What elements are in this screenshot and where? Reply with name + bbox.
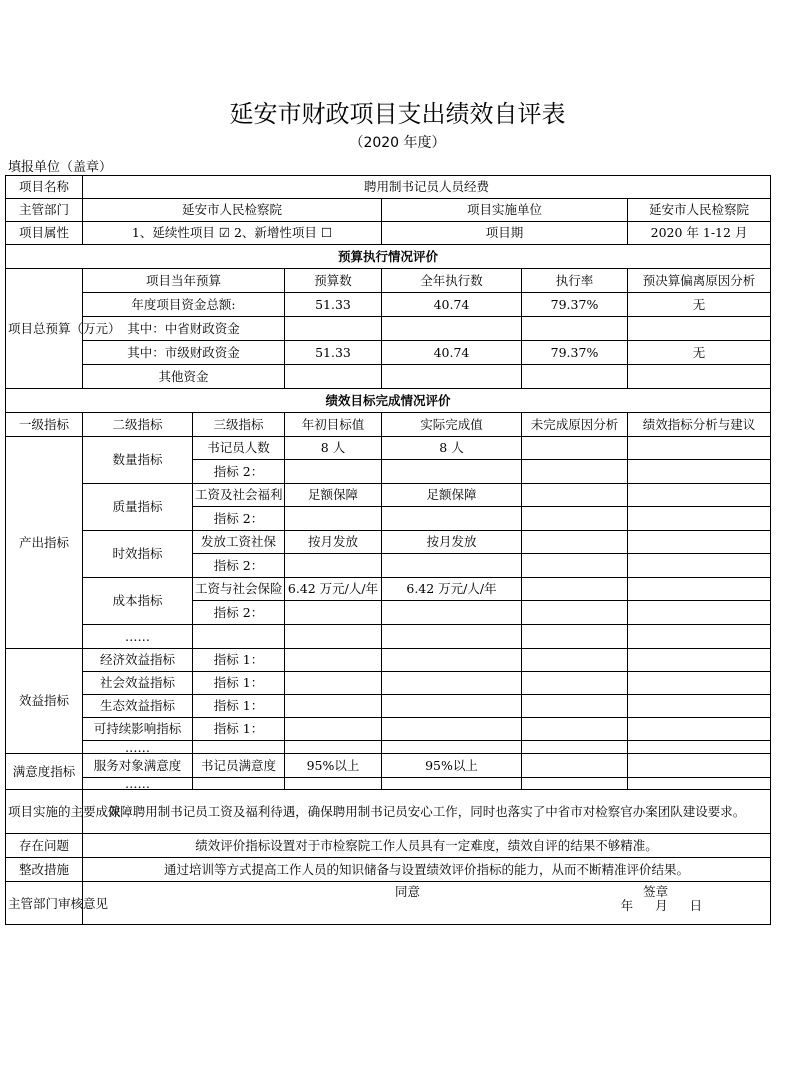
reason-cell <box>522 554 628 578</box>
budget-header-rate: 执行率 <box>522 269 628 293</box>
actual-cell <box>382 718 522 741</box>
indicator-cell: 指标 2： <box>193 507 285 531</box>
output-ellipsis: …… <box>83 625 193 649</box>
period-label: 项目期 <box>382 222 628 245</box>
review-opinion: 同意 <box>395 884 421 899</box>
benefit-sub-label: 生态效益指标 <box>83 695 193 718</box>
target-cell <box>285 649 382 672</box>
advice-cell <box>628 672 771 695</box>
target-cell <box>285 601 382 625</box>
actual-cell <box>382 778 522 790</box>
advice-cell <box>628 554 771 578</box>
sign-label: 签章 <box>643 884 669 899</box>
satisfaction-sub-label: 服务对象满意度 <box>83 754 193 778</box>
target-cell <box>285 718 382 741</box>
budget-header-executed: 全年执行数 <box>382 269 522 293</box>
cost-indicator-label: 成本指标 <box>83 578 193 625</box>
quantity-indicator-label: 数量指标 <box>83 437 193 484</box>
main-results-text: 保障聘用制书记员工资及福利待遇，确保聘用制书记员安心工作，同时也落实了中省市对检察官办案团队建设要求。 <box>83 790 771 834</box>
issues-text: 绩效评价指标设置对于市检察院工作人员具有一定难度，绩效自评的结果不够精准。 <box>83 834 771 858</box>
advice-cell <box>628 437 771 460</box>
advice-cell <box>628 649 771 672</box>
advice-cell <box>628 578 771 601</box>
review-cell <box>83 882 771 925</box>
budget-row-label: 项目总预算（万元） <box>6 269 83 389</box>
benefit-sub-label: 经济效益指标 <box>83 649 193 672</box>
indicator-cell: 工资及社会福利 <box>193 484 285 507</box>
project-name-label: 项目名称 <box>6 176 83 199</box>
indicator-cell: 书记员满意度 <box>193 754 285 778</box>
target-cell <box>285 625 382 649</box>
review-label: 主管部门审核意见 <box>6 882 83 925</box>
advice-cell <box>628 778 771 790</box>
timeliness-indicator-label: 时效指标 <box>83 531 193 578</box>
reason-cell <box>522 649 628 672</box>
indicator-cell: 指标 1： <box>193 649 285 672</box>
period-value: 2020 年 1-12 月 <box>628 222 771 245</box>
budget-cell <box>285 365 382 389</box>
advice-cell <box>628 531 771 554</box>
indicator-cell: 指标 1： <box>193 695 285 718</box>
target-cell <box>285 460 382 484</box>
reason-cell <box>522 437 628 460</box>
attr-label: 项目属性 <box>6 222 83 245</box>
main-results-label: 项目实施的主要成效 <box>6 790 83 834</box>
impl-unit-value: 延安市人民检察院 <box>628 199 771 222</box>
actual-cell: 按月发放 <box>382 531 522 554</box>
indicator-cell <box>193 741 285 754</box>
advice-cell <box>628 460 771 484</box>
indicator-cell: 指标 2： <box>193 601 285 625</box>
budget-header-budget: 预算数 <box>285 269 382 293</box>
perf-header-actual: 实际完成值 <box>382 413 522 437</box>
benefit-ellipsis: …… <box>83 741 193 754</box>
indicator-cell: 指标 2： <box>193 460 285 484</box>
benefit-indicator-label: 效益指标 <box>6 649 83 754</box>
satisfaction-indicator-label: 满意度指标 <box>6 754 83 790</box>
reason-cell <box>522 484 628 507</box>
target-cell <box>285 554 382 578</box>
issues-label: 存在问题 <box>6 834 83 858</box>
budget-section-title: 预算执行情况评价 <box>6 245 771 269</box>
budget-cell: 51.33 <box>285 293 382 317</box>
executed-cell <box>382 317 522 341</box>
budget-row-label-municipal: 其中：市级财政资金 <box>83 341 285 365</box>
rate-cell: 79.37% <box>522 341 628 365</box>
actual-cell: 6.42 万元/人/年 <box>382 578 522 601</box>
target-cell <box>285 778 382 790</box>
actual-cell <box>382 625 522 649</box>
advice-cell <box>628 754 771 778</box>
date-label: 年 月 日 <box>620 898 703 913</box>
advice-cell <box>628 718 771 741</box>
perf-header-level3: 三级指标 <box>193 413 285 437</box>
target-cell: 95%以上 <box>285 754 382 778</box>
actual-cell: 8 人 <box>382 437 522 460</box>
indicator-cell: 工资与社会保险 <box>193 578 285 601</box>
reason-cell <box>522 754 628 778</box>
budget-cell: 51.33 <box>285 341 382 365</box>
indicator-cell <box>193 625 285 649</box>
advice-cell <box>628 484 771 507</box>
page-title: 延安市财政项目支出绩效自评表 <box>229 100 566 128</box>
measures-text: 通过培训等方式提高工作人员的知识储备与设置绩效评价指标的能力，从而不断精准评价结果。 <box>83 858 771 882</box>
perf-header-advice: 绩效指标分析与建议 <box>628 413 771 437</box>
advice-cell <box>628 741 771 754</box>
actual-cell: 95%以上 <box>382 754 522 778</box>
self-evaluation-table <box>5 175 771 925</box>
executed-cell <box>382 365 522 389</box>
actual-cell <box>382 672 522 695</box>
target-cell <box>285 507 382 531</box>
quality-indicator-label: 质量指标 <box>83 484 193 531</box>
project-name-value: 聘用制书记员人员经费 <box>83 176 771 199</box>
executed-cell: 40.74 <box>382 293 522 317</box>
measures-label: 整改措施 <box>6 858 83 882</box>
analysis-cell <box>628 317 771 341</box>
actual-cell <box>382 649 522 672</box>
analysis-cell: 无 <box>628 341 771 365</box>
indicator-cell: 发放工资社保 <box>193 531 285 554</box>
reason-cell <box>522 778 628 790</box>
budget-header-analysis: 预决算偏离原因分析 <box>628 269 771 293</box>
page-subtitle: （2020 年度） <box>349 135 446 151</box>
budget-cell <box>285 317 382 341</box>
advice-cell <box>628 695 771 718</box>
actual-cell <box>382 507 522 531</box>
perf-header-level1: 一级指标 <box>6 413 83 437</box>
actual-cell <box>382 460 522 484</box>
reason-cell <box>522 741 628 754</box>
dept-value: 延安市人民检察院 <box>83 199 382 222</box>
analysis-cell: 无 <box>628 293 771 317</box>
review-top-line <box>85 885 768 899</box>
output-indicator-label: 产出指标 <box>6 437 83 649</box>
budget-header-item: 项目当年预算 <box>83 269 285 293</box>
target-cell <box>285 741 382 754</box>
budget-row-label-other: 其他资金 <box>83 365 285 389</box>
satisfaction-ellipsis: …… <box>83 778 193 790</box>
actual-cell <box>382 695 522 718</box>
indicator-cell: 书记员人数 <box>193 437 285 460</box>
reason-cell <box>522 578 628 601</box>
rate-cell: 79.37% <box>522 293 628 317</box>
advice-cell <box>628 507 771 531</box>
budget-row-label-total: 年度项目资金总额: <box>83 293 285 317</box>
indicator-cell: 指标 1： <box>193 718 285 741</box>
actual-cell <box>382 601 522 625</box>
reason-cell <box>522 507 628 531</box>
reason-cell <box>522 601 628 625</box>
indicator-cell: 指标 2： <box>193 554 285 578</box>
target-cell: 6.42 万元/人/年 <box>285 578 382 601</box>
reason-cell <box>522 460 628 484</box>
analysis-cell <box>628 365 771 389</box>
target-cell <box>285 695 382 718</box>
budget-row-label-provincial: 其中：中省财政资金 <box>83 317 285 341</box>
perf-header-reason: 未完成原因分析 <box>522 413 628 437</box>
perf-header-target: 年初目标值 <box>285 413 382 437</box>
filler-label: 填报单位（盖章） <box>8 160 113 175</box>
benefit-sub-label: 可持续影响指标 <box>83 718 193 741</box>
reason-cell <box>522 672 628 695</box>
impl-unit-label: 项目实施单位 <box>382 199 628 222</box>
executed-cell: 40.74 <box>382 341 522 365</box>
reason-cell <box>522 718 628 741</box>
indicator-cell <box>193 778 285 790</box>
rate-cell <box>522 365 628 389</box>
attr-value: 1、延续性项目 ☑ 2、新增性项目 ☐ <box>83 222 382 245</box>
indicator-cell: 指标 1： <box>193 672 285 695</box>
rate-cell <box>522 317 628 341</box>
actual-cell: 足额保障 <box>382 484 522 507</box>
actual-cell <box>382 554 522 578</box>
target-cell: 按月发放 <box>285 531 382 554</box>
advice-cell <box>628 601 771 625</box>
actual-cell <box>382 741 522 754</box>
reason-cell <box>522 695 628 718</box>
target-cell <box>285 672 382 695</box>
advice-cell <box>628 625 771 649</box>
reason-cell <box>522 531 628 554</box>
dept-label: 主管部门 <box>6 199 83 222</box>
reason-cell <box>522 625 628 649</box>
perf-header-level2: 二级指标 <box>83 413 193 437</box>
target-cell: 8 人 <box>285 437 382 460</box>
target-cell: 足额保障 <box>285 484 382 507</box>
perf-section-title: 绩效目标完成情况评价 <box>6 389 771 413</box>
benefit-sub-label: 社会效益指标 <box>83 672 193 695</box>
